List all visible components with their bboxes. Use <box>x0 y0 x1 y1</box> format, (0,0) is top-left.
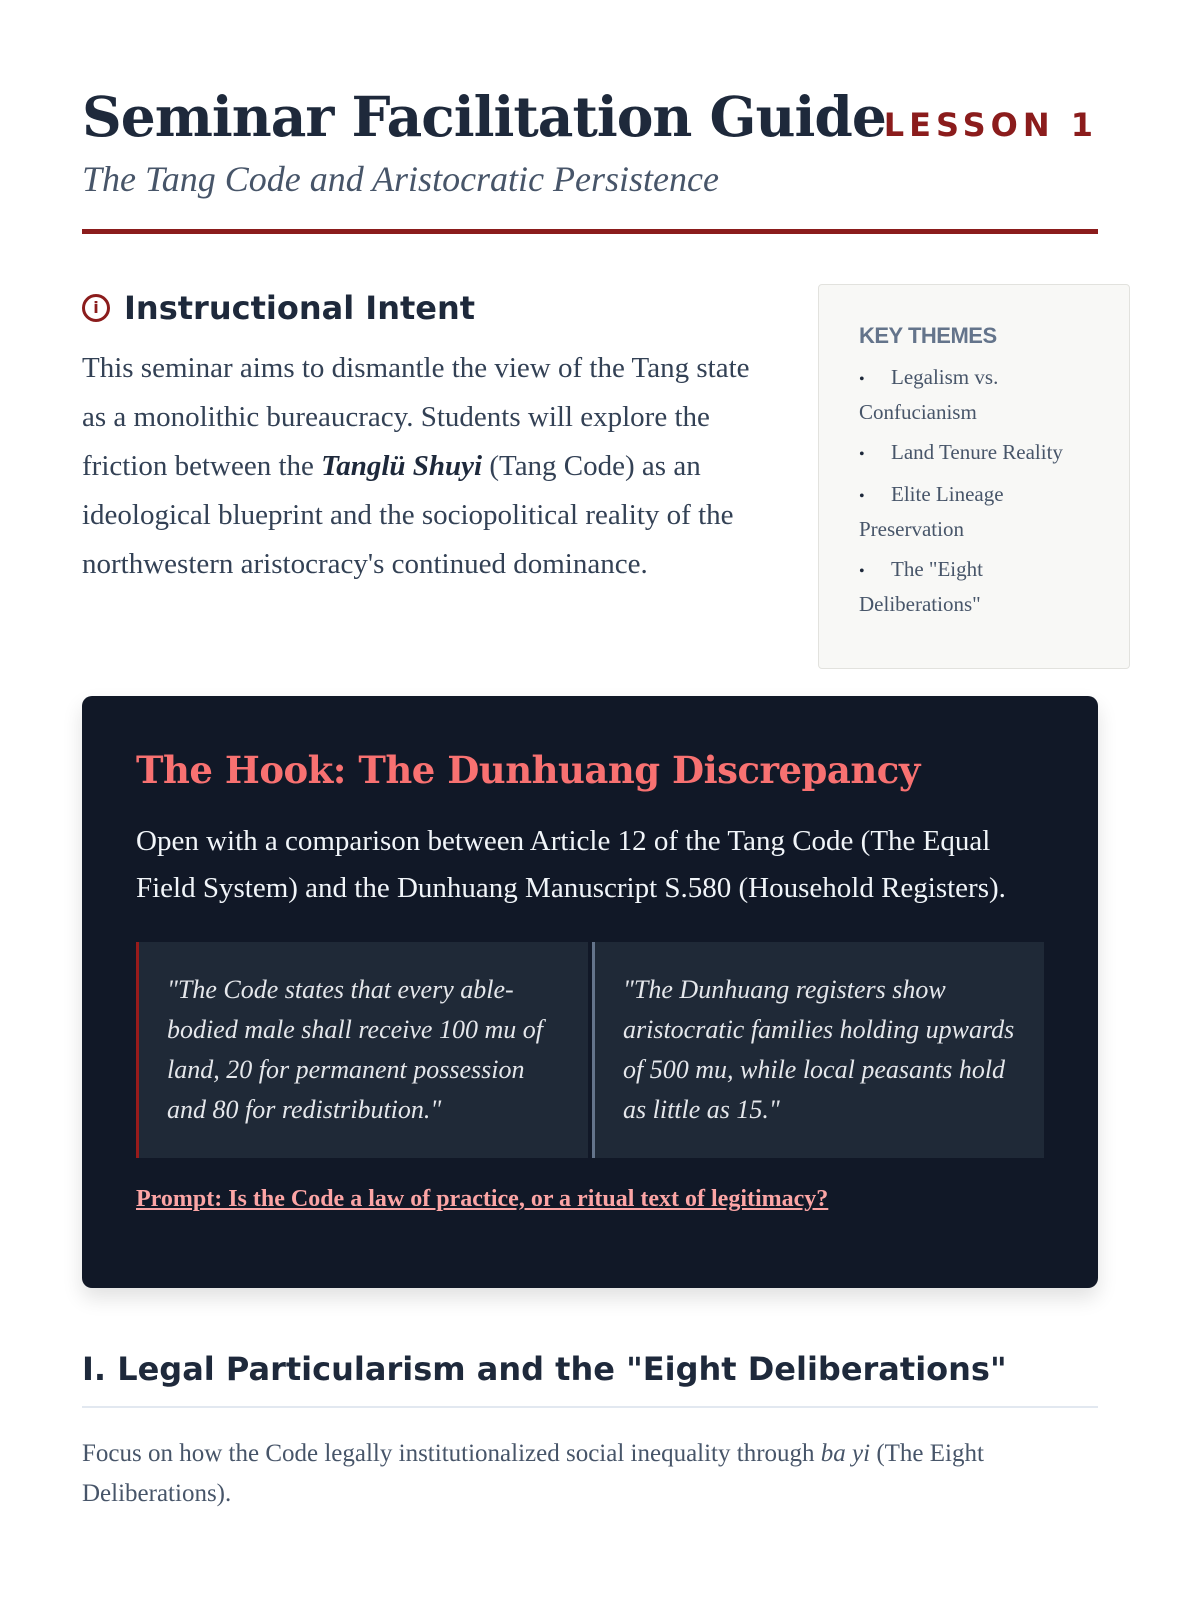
hook-card <box>82 696 1098 1288</box>
hook-body: Open with a comparison between Article 12 of the Tang Code (The Equal Field System) and the Dunhuang Manuscript S.580 (Household Registers). <box>136 825 1006 904</box>
theme-item: • The "Eight Deliberations" <box>859 553 1089 621</box>
section-body <box>82 1434 1098 1514</box>
quote-comparison <box>136 942 1044 1158</box>
intent-body-text-end: (Tang Code) as an ideological blueprint and the sociopolitical reality of the northwestern aristocracy's continued dominance. <box>82 450 734 580</box>
intent-body <box>82 344 762 589</box>
quote-dunhuang: "The Dunhuang registers show aristocratic families holding upwards of 500 mu, while local peasants hold as little as 15." <box>592 942 1044 1158</box>
info-icon: i <box>82 294 110 322</box>
section-body-text-end: (The Eight Deliberations). <box>82 1440 984 1507</box>
section-body-text: Focus on how the Code legally institutionalized social inequality through <box>82 1440 821 1467</box>
intent-body-text: This seminar aims to dismantle the view of the Tang state as a monolithic bureaucracy. Students will explore the friction between the <box>82 352 750 482</box>
page-subtitle: The Tang Code and Aristocratic Persistence <box>82 159 719 199</box>
page-title: Seminar Facilitation Guide <box>82 84 886 149</box>
intent-heading <box>82 288 762 328</box>
key-themes-title: KEY THEMES <box>859 323 997 348</box>
theme-item: • Elite Lineage Preservation <box>859 478 1089 546</box>
key-themes-list <box>859 361 1089 621</box>
lesson-badge: LESSON 1 <box>883 106 1098 144</box>
hook-title: The Hook: The Dunhuang Discrepancy <box>136 748 920 792</box>
key-themes-panel <box>818 284 1130 669</box>
section-emphasis: ba yi <box>820 1440 871 1467</box>
instructional-intent <box>82 288 762 589</box>
theme-item: • Legalism vs. Confucianism <box>859 361 1089 429</box>
intent-row <box>82 234 1098 664</box>
discussion-prompt-link[interactable]: Prompt: Is the Code a law of practice, or a ritual text of legitimacy? <box>136 1186 829 1212</box>
quote-tang-code: "The Code states that every able-bodied male shall receive 100 mu of land, 20 for permanent possession and 80 for redistribution." <box>136 942 588 1158</box>
intent-emphasis: Tanglü Shuyi <box>321 450 483 482</box>
section-heading: I. Legal Particularism and the "Eight Deliberations" <box>82 1350 1098 1408</box>
theme-item: • Land Tenure Reality <box>859 436 1089 471</box>
intent-title: Instructional Intent <box>124 289 476 327</box>
page-header <box>82 0 1098 199</box>
